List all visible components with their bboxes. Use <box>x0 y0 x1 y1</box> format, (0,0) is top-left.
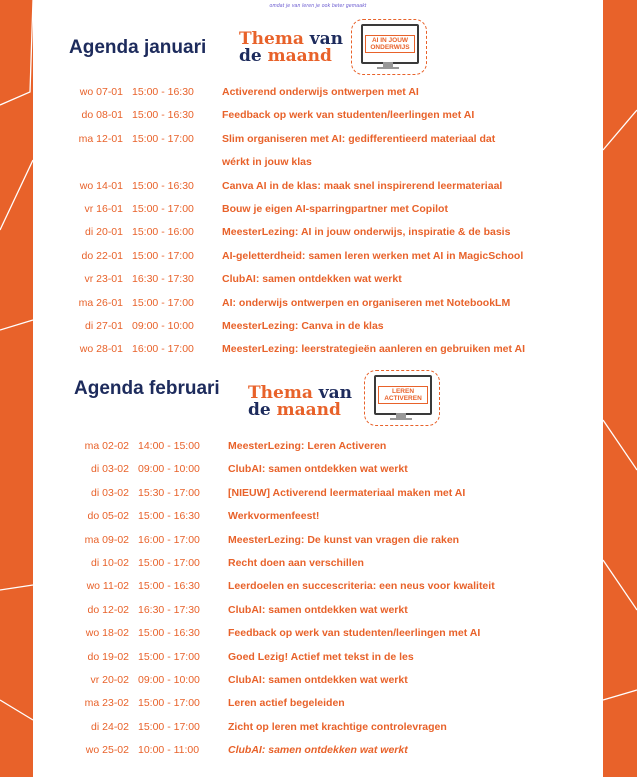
row-date: di 27-01 <box>85 320 123 332</box>
row-event: Recht doen aan verschillen <box>228 557 364 569</box>
monitor-icon <box>374 375 432 415</box>
row-event: MeesterLezing: AI in jouw onderwijs, inspiratie & de basis <box>222 226 511 239</box>
february-theme-badge <box>364 370 440 426</box>
february-badge-label: LEREN ACTIVEREN <box>378 386 428 404</box>
row-event: [NIEUW] Activerend leermateriaal maken met AI <box>228 486 466 499</box>
row-time: 09:00 - 10:00 <box>138 674 200 686</box>
row-event: ClubAI: samen ontdekken wat werkt <box>228 674 408 686</box>
row-event: ClubAI: samen ontdekken wat werkt <box>228 603 408 616</box>
row-event: Activerend onderwijs ontwerpen met AI <box>222 86 419 98</box>
row-event: wérkt in jouw klas <box>222 156 312 169</box>
row-event: Goed Lezig! Actief met tekst in de les <box>228 650 414 663</box>
row-time: 16:30 - 17:30 <box>138 603 200 616</box>
row-time: 09:00 - 10:00 <box>132 320 194 332</box>
row-time: 09:00 - 10:00 <box>138 463 200 476</box>
row-date: wo 14-01 <box>79 179 123 192</box>
agenda-sheet <box>33 0 603 777</box>
row-time: 15:00 - 16:30 <box>132 86 194 98</box>
row-event: Slim organiseren met AI: gedifferentieerd materiaal dat <box>222 132 496 145</box>
tagline: omdat je van leren je ook beter gemaakt <box>269 3 367 9</box>
january-thema-logo: Thema van de maand <box>239 29 344 66</box>
february-thema-logo: Thema van de maand <box>248 383 353 420</box>
row-date: vr 23-01 <box>84 273 123 286</box>
row-time: 16:00 - 17:00 <box>138 533 200 546</box>
january-title: Agenda januari <box>69 37 207 58</box>
row-date: di 03-02 <box>91 463 129 476</box>
row-date: ma 09-02 <box>84 533 129 546</box>
row-time: 15:00 - 17:00 <box>138 650 200 663</box>
row-event: Bouw je eigen AI-sparringpartner met Copilot <box>222 203 448 215</box>
row-date: wo 11-02 <box>86 580 129 593</box>
row-date: vr 20-02 <box>90 674 129 686</box>
row-date: wo 07-01 <box>79 86 123 98</box>
row-time: 10:00 - 11:00 <box>138 744 200 757</box>
row-date: ma 26-01 <box>78 296 123 309</box>
row-time: 15:30 - 17:00 <box>138 486 200 499</box>
january-badge-label: AI IN JOUW ONDERWIJS <box>365 35 415 53</box>
row-event: MeesterLezing: De kunst van vragen die raken <box>228 533 460 546</box>
row-event: MeesterLezing: Leren Activeren <box>228 440 387 452</box>
row-time: 15:00 - 16:30 <box>138 580 200 593</box>
row-time: 15:00 - 16:30 <box>138 627 200 640</box>
row-event: ClubAI: samen ontdekken wat werkt <box>222 273 402 286</box>
row-time: 16:30 - 17:30 <box>132 273 194 286</box>
row-time: 14:00 - 15:00 <box>138 440 200 452</box>
row-date: wo 25-02 <box>85 744 129 757</box>
row-time: 15:00 - 17:00 <box>138 697 200 710</box>
row-time: 15:00 - 17:00 <box>132 296 194 309</box>
row-date: ma 12-01 <box>78 132 123 145</box>
row-time: 15:00 - 17:00 <box>132 203 194 215</box>
row-date: vr 16-01 <box>84 203 123 215</box>
february-title: Agenda februari <box>74 378 220 399</box>
row-event: MeesterLezing: leerstrategieën aanleren en gebruiken met AI <box>222 343 526 356</box>
row-event: MeesterLezing: Canva in de klas <box>222 320 384 332</box>
row-date: do 22-01 <box>81 249 123 262</box>
row-event: AI: onderwijs ontwerpen en organiseren met NotebookLM <box>222 296 511 309</box>
january-theme-badge <box>351 19 427 75</box>
row-event: ClubAI: samen ontdekken wat werkt <box>228 744 408 757</box>
row-time: 16:00 - 17:00 <box>132 343 194 356</box>
row-event: Canva AI in de klas: maak snel inspirerend leermateriaal <box>222 179 503 192</box>
row-time: 15:00 - 16:30 <box>132 109 194 122</box>
row-date: do 08-01 <box>81 109 123 122</box>
row-event: Feedback op werk van studenten/leerlingen met AI <box>228 627 481 640</box>
row-date: di 20-01 <box>85 226 123 239</box>
row-time: 15:00 - 17:00 <box>132 249 194 262</box>
row-time: 15:00 - 16:00 <box>132 226 194 239</box>
row-date: di 03-02 <box>91 486 129 499</box>
row-time: 15:00 - 17:00 <box>138 557 200 569</box>
row-event: Werkvormenfeest! <box>228 510 320 523</box>
row-event: Leerdoelen en succescriteria: een neus voor kwaliteit <box>228 580 495 593</box>
row-event: Feedback op werk van studenten/leerlingen met AI <box>222 109 475 122</box>
monitor-icon <box>361 24 419 64</box>
row-date: do 12-02 <box>87 603 129 616</box>
row-date: do 05-02 <box>87 510 129 523</box>
row-date: ma 02-02 <box>84 440 129 452</box>
row-date: di 10-02 <box>91 557 129 569</box>
row-date: do 19-02 <box>87 650 129 663</box>
row-time: 15:00 - 16:30 <box>138 510 200 523</box>
row-event: AI-geletterdheid: samen leren werken met AI in MagicSchool <box>222 249 524 262</box>
row-date: ma 23-02 <box>84 697 129 710</box>
row-date: wo 28-01 <box>79 343 123 356</box>
row-time: 15:00 - 17:00 <box>138 720 200 733</box>
row-event: ClubAI: samen ontdekken wat werkt <box>228 463 408 476</box>
row-date: wo 18-02 <box>85 627 129 640</box>
row-time: 15:00 - 17:00 <box>132 132 194 145</box>
row-date: di 24-02 <box>91 720 129 733</box>
row-event: Zicht op leren met krachtige controlevragen <box>228 720 447 733</box>
row-event: Leren actief begeleiden <box>228 697 345 710</box>
row-time: 15:00 - 16:30 <box>132 179 194 192</box>
